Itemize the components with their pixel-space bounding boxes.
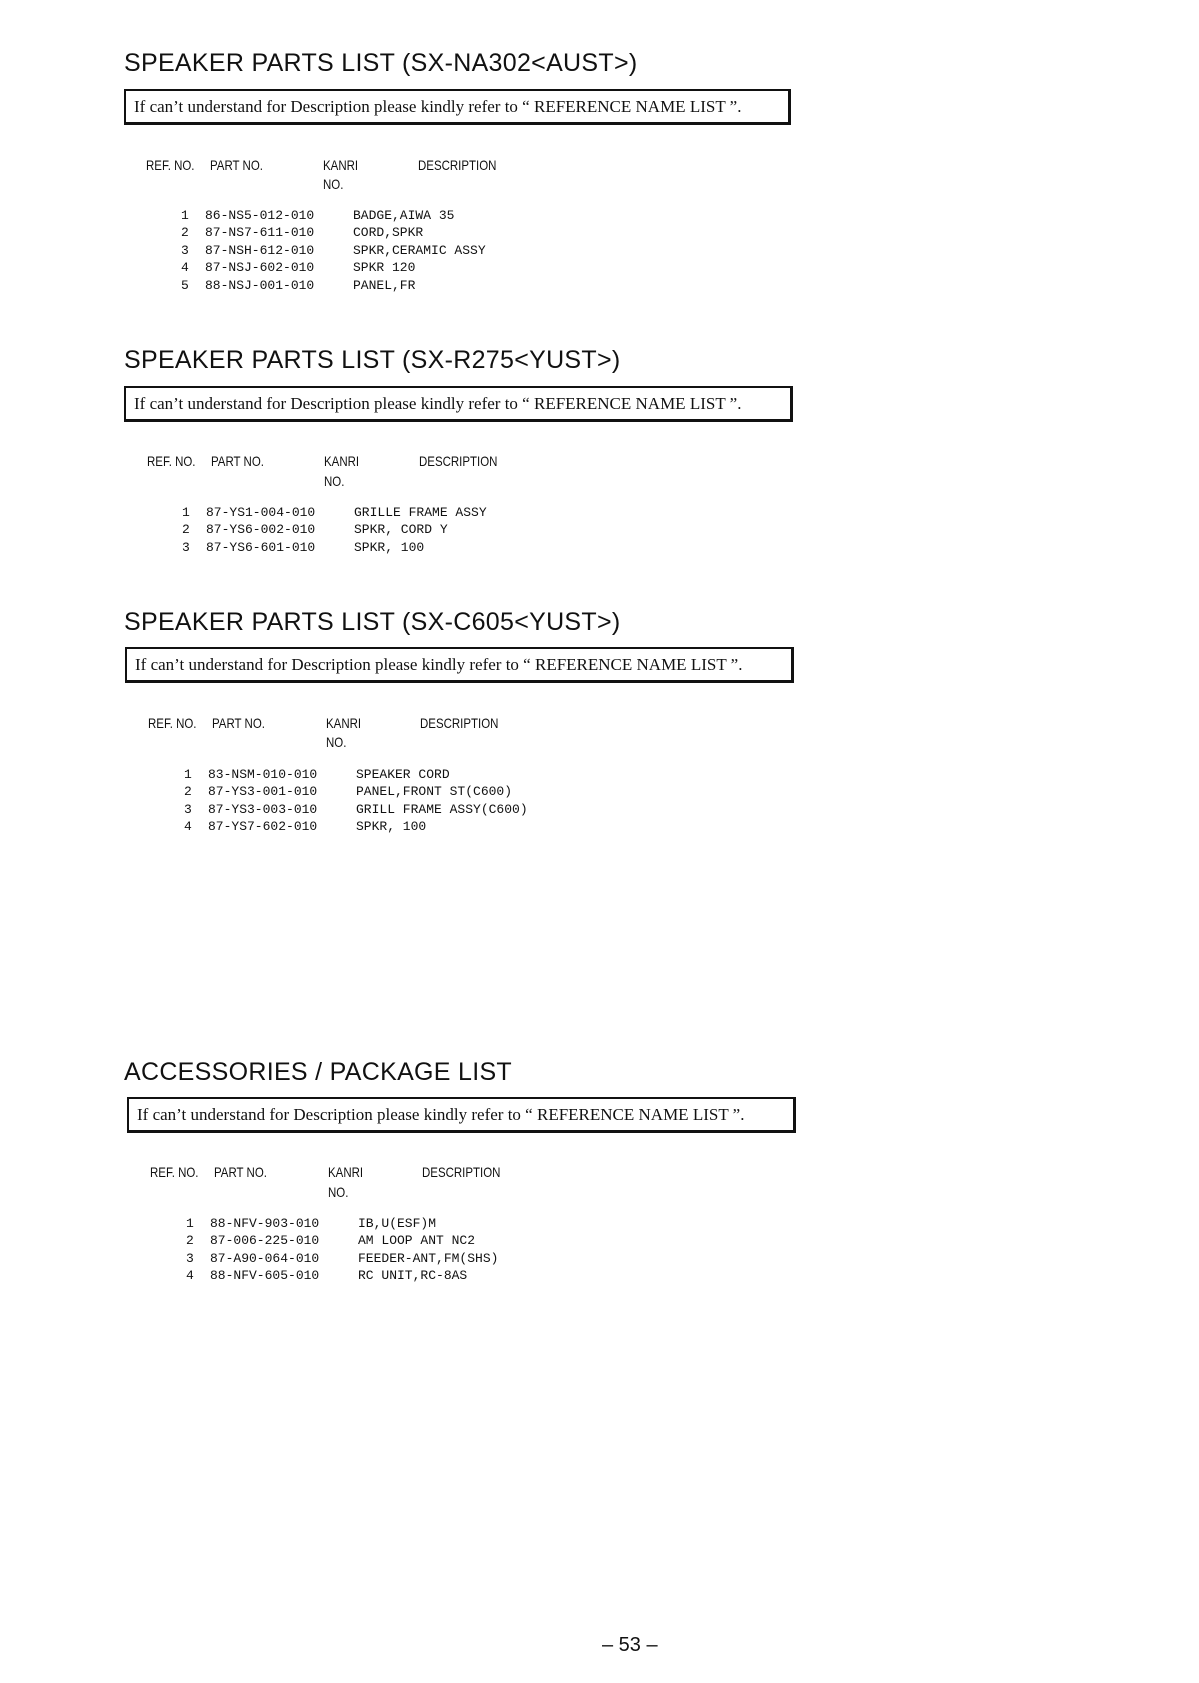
col-header-description: DESCRIPTION [419,453,498,469]
col-header-part-no: PART NO. [212,715,265,731]
ref-no: 4 [181,260,189,276]
ref-no: 2 [182,522,190,538]
parts-table [0,208,1199,295]
col-header-ref-no: REF. NO. [146,157,195,173]
ref-no: 4 [186,1268,194,1284]
reference-notice: If can’t understand for Description please kindly refer to “ REFERENCE NAME LIST ”. [125,647,794,683]
description: PANEL,FRONT ST(C600) [356,784,513,800]
reference-notice: If can’t understand for Description please kindly refer to “ REFERENCE NAME LIST ”. [124,89,791,125]
part-no: 87-A90-064-010 [210,1250,320,1266]
ref-no: 1 [182,505,190,520]
parts-table [0,1216,1199,1286]
table-row [0,1233,1199,1250]
description: GRILL FRAME ASSY(C600) [356,801,528,817]
ref-no: 1 [181,208,189,223]
col-header-part-no: PART NO. [214,1164,267,1180]
section-title: ACCESSORIES / PACKAGE LIST [124,1058,512,1086]
reference-notice: If can’t understand for Description please kindly refer to “ REFERENCE NAME LIST ”. [124,386,793,422]
ref-no: 2 [181,225,189,241]
part-no: 88-NFV-903-010 [210,1216,320,1231]
section-title: SPEAKER PARTS LIST (SX-C605<YUST>) [124,608,621,636]
table-row [0,540,1199,557]
part-no: 87-YS3-001-010 [208,784,318,800]
part-no: 87-YS6-601-010 [206,539,316,555]
description: SPKR,CERAMIC ASSY [353,242,486,258]
col-header-kanri: KANRI [324,453,360,469]
col-header-kanri: KANRI [328,1164,364,1180]
ref-no: 3 [186,1250,194,1266]
description: PANEL,FR [353,277,416,293]
part-no: 86-NS5-012-010 [205,208,315,223]
part-no: 87-NSH-612-010 [205,242,315,258]
table-row [0,260,1199,277]
table-row [0,208,1199,225]
description: SPKR 120 [353,260,416,276]
table-row [0,784,1199,801]
part-no: 83-NSM-010-010 [208,767,318,782]
ref-no: 3 [182,539,190,555]
part-no: 87-YS3-003-010 [208,801,318,817]
col-header-part-no: PART NO. [211,453,264,469]
ref-no: 4 [184,819,192,835]
description: SPKR, 100 [354,539,425,555]
table-row [0,1251,1199,1268]
col-header-description: DESCRIPTION [422,1164,501,1180]
col-header-kanri-no: NO. [324,473,345,489]
parts-table [0,767,1199,837]
ref-no: 2 [184,784,192,800]
part-no: 87-006-225-010 [210,1233,320,1249]
ref-no: 5 [181,277,189,293]
table-row [0,522,1199,539]
col-header-kanri-no: NO. [323,176,344,192]
col-header-ref-no: REF. NO. [147,453,196,469]
description: IB,U(ESF)M [358,1216,437,1231]
ref-no: 3 [184,801,192,817]
table-row [0,278,1199,295]
description: CORD,SPKR [353,225,424,241]
table-row [0,767,1199,784]
reference-notice: If can’t understand for Description please kindly refer to “ REFERENCE NAME LIST ”. [127,1097,796,1133]
col-header-description: DESCRIPTION [418,157,497,173]
table-row [0,819,1199,836]
description: SPEAKER CORD [356,767,450,782]
description: GRILLE FRAME ASSY [354,505,487,520]
col-header-kanri: KANRI [323,157,359,173]
col-header-description: DESCRIPTION [420,715,499,731]
table-row [0,243,1199,260]
description: BADGE,AIWA 35 [353,208,455,223]
table-row [0,802,1199,819]
part-no: 87-YS6-002-010 [206,522,316,538]
part-no: 88-NSJ-001-010 [205,277,315,293]
parts-table [0,505,1199,557]
table-row [0,225,1199,242]
description: SPKR, 100 [356,819,427,835]
table-row [0,1268,1199,1285]
ref-no: 1 [186,1216,194,1231]
table-row [0,1216,1199,1233]
part-no: 87-YS7-602-010 [208,819,318,835]
description: FEEDER-ANT,FM(SHS) [358,1250,499,1266]
col-header-kanri: KANRI [326,715,362,731]
col-header-kanri-no: NO. [328,1184,349,1200]
description: AM LOOP ANT NC2 [358,1233,476,1249]
ref-no: 2 [186,1233,194,1249]
col-header-ref-no: REF. NO. [148,715,197,731]
section-title: SPEAKER PARTS LIST (SX-R275<YUST>) [124,346,621,374]
ref-no: 3 [181,242,189,258]
col-header-kanri-no: NO. [326,734,347,750]
section-title: SPEAKER PARTS LIST (SX-NA302<AUST>) [124,49,638,77]
table-row [0,505,1199,522]
part-no: 87-NS7-611-010 [205,225,315,241]
part-no: 87-YS1-004-010 [206,505,316,520]
col-header-ref-no: REF. NO. [150,1164,199,1180]
page-number: – 53 – [602,1634,658,1656]
description: RC UNIT,RC-8AS [358,1268,468,1284]
part-no: 88-NFV-605-010 [210,1268,320,1284]
col-header-part-no: PART NO. [210,157,263,173]
part-no: 87-NSJ-602-010 [205,260,315,276]
description: SPKR, CORD Y [354,522,448,538]
ref-no: 1 [184,767,192,782]
